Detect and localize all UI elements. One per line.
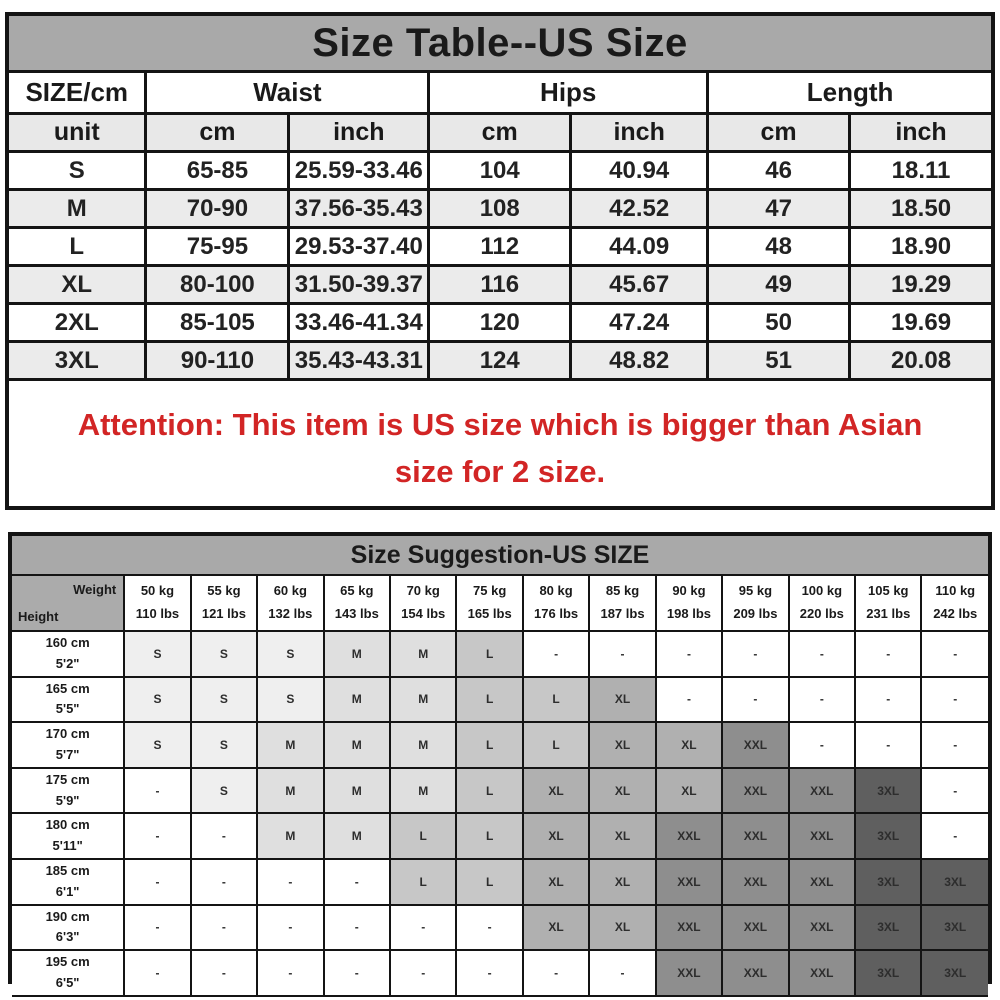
suggestion-size-cell: - bbox=[855, 722, 921, 768]
weight-column-header bbox=[523, 576, 589, 631]
weight-column-header bbox=[789, 576, 855, 631]
weight-column-header bbox=[191, 576, 257, 631]
size-table-group-header: Hips bbox=[429, 73, 708, 114]
size-table-cell: 51 bbox=[708, 342, 850, 380]
weight-column-header bbox=[456, 576, 522, 631]
size-table-unit-header: cm bbox=[429, 114, 571, 152]
suggestion-size-cell: - bbox=[324, 859, 390, 905]
height-row-header bbox=[12, 859, 124, 905]
suggestion-size-cell: - bbox=[191, 859, 257, 905]
weight-lbs-label: 220 lbs bbox=[799, 606, 844, 621]
height-row-header bbox=[12, 905, 124, 951]
suggestion-size-cell: - bbox=[789, 631, 855, 677]
size-table-cell: 70-90 bbox=[146, 190, 289, 228]
size-table-cell: 85-105 bbox=[146, 304, 289, 342]
suggestion-size-cell: S bbox=[257, 631, 323, 677]
size-table-cell: 47 bbox=[708, 190, 850, 228]
size-table-row bbox=[9, 190, 991, 228]
suggestion-row bbox=[12, 859, 988, 905]
size-table-cell: 75-95 bbox=[146, 228, 289, 266]
suggestion-size-cell: XXL bbox=[722, 768, 788, 814]
suggestion-size-cell: XL bbox=[523, 905, 589, 951]
suggestion-size-cell: XL bbox=[589, 905, 655, 951]
suggestion-size-cell: - bbox=[191, 905, 257, 951]
size-table-cell: 35.43-43.31 bbox=[289, 342, 429, 380]
suggestion-size-cell: - bbox=[722, 631, 788, 677]
suggestion-size-cell: - bbox=[191, 813, 257, 859]
suggestion-size-cell: 3XL bbox=[855, 950, 921, 996]
suggestion-size-cell: - bbox=[257, 905, 323, 951]
size-table-cell: 29.53-37.40 bbox=[289, 228, 429, 266]
suggestion-size-cell: XXL bbox=[656, 859, 722, 905]
suggestion-size-cell: S bbox=[191, 768, 257, 814]
suggestion-size-cell: 3XL bbox=[921, 950, 988, 996]
size-table-row bbox=[9, 304, 991, 342]
suggestion-row bbox=[12, 631, 988, 677]
suggestion-size-cell: M bbox=[324, 813, 390, 859]
size-table-unit-header: inch bbox=[289, 114, 429, 152]
suggestion-size-cell: XXL bbox=[789, 859, 855, 905]
size-table-unit-header: cm bbox=[708, 114, 850, 152]
suggestion-size-cell: XXL bbox=[722, 722, 788, 768]
suggestion-size-cell: S bbox=[191, 631, 257, 677]
size-table-cell: 19.29 bbox=[850, 266, 991, 304]
size-suggestion-section bbox=[8, 532, 992, 990]
suggestion-size-cell: XL bbox=[589, 768, 655, 814]
suggestion-size-cell: XL bbox=[523, 859, 589, 905]
suggestion-size-cell: XXL bbox=[789, 768, 855, 814]
suggestion-size-cell: L bbox=[456, 722, 522, 768]
suggestion-row bbox=[12, 905, 988, 951]
size-table-section bbox=[5, 12, 995, 510]
size-table-cell: XL bbox=[9, 266, 146, 304]
size-table-group-header: Length bbox=[708, 73, 991, 114]
size-table-cell: 20.08 bbox=[850, 342, 991, 380]
weight-height-corner-cell bbox=[12, 576, 124, 631]
suggestion-size-cell: - bbox=[855, 677, 921, 723]
suggestion-size-cell: L bbox=[523, 722, 589, 768]
weight-column-header bbox=[589, 576, 655, 631]
size-table-row bbox=[9, 228, 991, 266]
suggestion-size-cell: - bbox=[124, 950, 190, 996]
weight-column-header bbox=[390, 576, 456, 631]
height-cm-label: 165 cm bbox=[45, 680, 90, 696]
suggestion-size-cell: S bbox=[124, 631, 190, 677]
suggestion-size-cell: M bbox=[324, 677, 390, 723]
weight-lbs-label: 176 lbs bbox=[534, 606, 579, 621]
weight-lbs-label: 110 lbs bbox=[135, 606, 180, 621]
size-table-row bbox=[9, 342, 991, 380]
suggestion-size-cell: M bbox=[257, 813, 323, 859]
suggestion-size-cell: M bbox=[257, 722, 323, 768]
height-row-header bbox=[12, 768, 124, 814]
suggestion-size-cell: XL bbox=[656, 722, 722, 768]
suggestion-row bbox=[12, 950, 988, 996]
suggestion-size-cell: XXL bbox=[722, 813, 788, 859]
size-table-cell: 49 bbox=[708, 266, 850, 304]
suggestion-size-cell: XXL bbox=[789, 813, 855, 859]
weight-kg-label: 75 kg bbox=[473, 583, 507, 599]
suggestion-size-cell: XL bbox=[589, 677, 655, 723]
suggestion-size-cell: XL bbox=[523, 768, 589, 814]
suggestion-size-cell: XL bbox=[589, 813, 655, 859]
suggestion-size-cell: - bbox=[921, 677, 988, 723]
suggestion-size-cell: - bbox=[456, 905, 522, 951]
weight-column-header bbox=[124, 576, 190, 631]
size-table-cell: 37.56-35.43 bbox=[289, 190, 429, 228]
weight-column-header bbox=[324, 576, 390, 631]
weight-kg-label: 110 kg bbox=[935, 583, 976, 599]
size-table-cell: 80-100 bbox=[146, 266, 289, 304]
size-table-cell: 50 bbox=[708, 304, 850, 342]
weight-column-header bbox=[656, 576, 722, 631]
height-row-header bbox=[12, 722, 124, 768]
size-table-group-header: Waist bbox=[146, 73, 429, 114]
size-table-cell: 48 bbox=[708, 228, 850, 266]
weight-kg-label: 95 kg bbox=[738, 583, 773, 599]
suggestion-size-cell: - bbox=[921, 768, 988, 814]
size-suggestion-title: Size Suggestion-US SIZE bbox=[12, 536, 988, 576]
height-ft-label: 5'5" bbox=[55, 701, 80, 717]
suggestion-size-cell: - bbox=[257, 950, 323, 996]
suggestion-size-cell: - bbox=[324, 950, 390, 996]
weight-lbs-label: 121 lbs bbox=[201, 606, 246, 621]
size-table-cell: 48.82 bbox=[571, 342, 708, 380]
suggestion-size-cell: XXL bbox=[789, 905, 855, 951]
suggestion-size-cell: 3XL bbox=[855, 813, 921, 859]
suggestion-size-cell: - bbox=[855, 631, 921, 677]
suggestion-size-cell: XXL bbox=[656, 950, 722, 996]
size-table bbox=[9, 73, 991, 381]
suggestion-size-cell: - bbox=[921, 631, 988, 677]
size-table-cell: M bbox=[9, 190, 146, 228]
suggestion-size-cell: 3XL bbox=[921, 859, 988, 905]
suggestion-size-cell: L bbox=[456, 813, 522, 859]
size-table-cell: 65-85 bbox=[146, 152, 289, 190]
size-table-cell: 18.90 bbox=[850, 228, 991, 266]
size-suggestion-table bbox=[12, 576, 988, 997]
suggestion-row bbox=[12, 813, 988, 859]
suggestion-size-cell: - bbox=[257, 859, 323, 905]
suggestion-size-cell: - bbox=[124, 813, 190, 859]
suggestion-size-cell: - bbox=[124, 768, 190, 814]
height-cm-label: 195 cm bbox=[45, 954, 90, 970]
size-table-unit-header-row bbox=[9, 114, 991, 152]
size-table-group-header: SIZE/cm bbox=[9, 73, 146, 114]
suggestion-size-cell: S bbox=[124, 677, 190, 723]
height-cm-label: 175 cm bbox=[45, 771, 90, 787]
attention-line-2: size for 2 size. bbox=[394, 453, 606, 489]
weight-column-header bbox=[921, 576, 988, 631]
height-row-header bbox=[12, 813, 124, 859]
suggestion-size-cell: - bbox=[124, 905, 190, 951]
suggestion-size-cell: XXL bbox=[789, 950, 855, 996]
weight-column-header bbox=[257, 576, 323, 631]
attention-line-1: Attention: This item is US size which is bigger than Asian bbox=[77, 407, 923, 442]
suggestion-size-cell: - bbox=[656, 631, 722, 677]
suggestion-size-cell: - bbox=[390, 950, 456, 996]
height-ft-label: 6'3" bbox=[55, 929, 80, 945]
suggestion-size-cell: 3XL bbox=[855, 905, 921, 951]
weight-lbs-label: 165 lbs bbox=[467, 606, 512, 621]
suggestion-size-cell: XXL bbox=[656, 813, 722, 859]
height-cm-label: 170 cm bbox=[45, 726, 90, 742]
suggestion-size-cell: - bbox=[921, 722, 988, 768]
suggestion-size-cell: XXL bbox=[722, 859, 788, 905]
size-table-cell: 120 bbox=[429, 304, 571, 342]
weight-lbs-label: 132 lbs bbox=[268, 606, 313, 621]
size-table-cell: 46 bbox=[708, 152, 850, 190]
size-table-cell: 2XL bbox=[9, 304, 146, 342]
size-table-cell: 45.67 bbox=[571, 266, 708, 304]
suggestion-size-cell: S bbox=[191, 722, 257, 768]
size-table-cell: 19.69 bbox=[850, 304, 991, 342]
height-ft-label: 6'5" bbox=[55, 974, 80, 990]
size-table-cell: 90-110 bbox=[146, 342, 289, 380]
size-table-cell: L bbox=[9, 228, 146, 266]
size-table-unit-header: cm bbox=[146, 114, 289, 152]
suggestion-size-cell: XL bbox=[589, 722, 655, 768]
suggestion-row bbox=[12, 722, 988, 768]
height-ft-label: 5'9" bbox=[55, 792, 80, 808]
height-ft-label: 5'11" bbox=[52, 838, 83, 854]
size-table-cell: 31.50-39.37 bbox=[289, 266, 429, 304]
size-table-group-header-row bbox=[9, 73, 991, 114]
suggestion-size-cell: - bbox=[390, 905, 456, 951]
size-table-cell: 104 bbox=[429, 152, 571, 190]
suggestion-size-cell: - bbox=[589, 950, 655, 996]
suggestion-size-cell: L bbox=[456, 677, 522, 723]
suggestion-row bbox=[12, 677, 988, 723]
suggestion-size-cell: M bbox=[324, 631, 390, 677]
suggestion-size-cell: M bbox=[324, 722, 390, 768]
suggestion-size-cell: L bbox=[456, 859, 522, 905]
weight-kg-label: 85 kg bbox=[605, 583, 640, 599]
size-table-cell: 40.94 bbox=[571, 152, 708, 190]
suggestion-size-cell: - bbox=[589, 631, 655, 677]
size-table-cell: 124 bbox=[429, 342, 571, 380]
suggestion-size-cell: XL bbox=[656, 768, 722, 814]
suggestion-size-cell: - bbox=[456, 950, 522, 996]
suggestion-size-cell: M bbox=[257, 768, 323, 814]
suggestion-size-cell: 3XL bbox=[921, 905, 988, 951]
corner-weight-label: Weight bbox=[73, 582, 117, 597]
suggestion-size-cell: L bbox=[456, 631, 522, 677]
size-table-unit-header: inch bbox=[571, 114, 708, 152]
height-cm-label: 180 cm bbox=[45, 817, 90, 833]
size-table-cell: 3XL bbox=[9, 342, 146, 380]
size-table-cell: 42.52 bbox=[571, 190, 708, 228]
weight-kg-label: 65 kg bbox=[340, 583, 374, 599]
corner-height-label: Height bbox=[18, 609, 59, 624]
height-ft-label: 5'7" bbox=[55, 746, 80, 762]
size-table-cell: 25.59-33.46 bbox=[289, 152, 429, 190]
height-row-header bbox=[12, 631, 124, 677]
weight-kg-label: 80 kg bbox=[539, 583, 573, 599]
attention-note bbox=[9, 381, 991, 516]
suggestion-size-cell: - bbox=[191, 950, 257, 996]
suggestion-size-cell: - bbox=[324, 905, 390, 951]
height-ft-label: 6'1" bbox=[55, 883, 80, 899]
suggestion-row bbox=[12, 768, 988, 814]
weight-kg-label: 60 kg bbox=[273, 583, 307, 599]
suggestion-size-cell: M bbox=[390, 631, 456, 677]
suggestion-size-cell: XL bbox=[523, 813, 589, 859]
size-table-unit-header: unit bbox=[9, 114, 146, 152]
weight-column-header bbox=[722, 576, 788, 631]
height-cm-label: 185 cm bbox=[45, 862, 90, 878]
suggestion-size-cell: M bbox=[324, 768, 390, 814]
size-table-row bbox=[9, 152, 991, 190]
weight-lbs-label: 143 lbs bbox=[334, 606, 379, 621]
size-table-cell: 108 bbox=[429, 190, 571, 228]
height-row-header bbox=[12, 677, 124, 723]
weight-lbs-label: 231 lbs bbox=[866, 606, 911, 621]
height-ft-label: 5'2" bbox=[55, 655, 80, 671]
size-table-cell: S bbox=[9, 152, 146, 190]
suggestion-size-cell: M bbox=[390, 677, 456, 723]
height-row-header bbox=[12, 950, 124, 996]
suggestion-size-cell: - bbox=[921, 813, 988, 859]
suggestion-size-cell: L bbox=[390, 813, 456, 859]
size-table-cell: 18.50 bbox=[850, 190, 991, 228]
weight-kg-label: 105 kg bbox=[868, 583, 909, 599]
suggestion-size-cell: XL bbox=[589, 859, 655, 905]
weight-lbs-label: 242 lbs bbox=[933, 606, 978, 621]
suggestion-size-cell: - bbox=[789, 722, 855, 768]
suggestion-size-cell: XXL bbox=[722, 950, 788, 996]
weight-kg-label: 50 kg bbox=[140, 583, 175, 599]
suggestion-size-cell: M bbox=[390, 722, 456, 768]
suggestion-header-row bbox=[12, 576, 988, 631]
weight-lbs-label: 198 lbs bbox=[666, 606, 711, 621]
suggestion-size-cell: L bbox=[523, 677, 589, 723]
weight-lbs-label: 187 lbs bbox=[600, 606, 645, 621]
suggestion-size-cell: S bbox=[191, 677, 257, 723]
size-table-cell: 116 bbox=[429, 266, 571, 304]
suggestion-size-cell: S bbox=[124, 722, 190, 768]
suggestion-size-cell: - bbox=[124, 859, 190, 905]
weight-kg-label: 90 kg bbox=[672, 583, 706, 599]
size-table-cell: 44.09 bbox=[571, 228, 708, 266]
suggestion-size-cell: L bbox=[390, 859, 456, 905]
suggestion-size-cell: - bbox=[722, 677, 788, 723]
suggestion-size-cell: - bbox=[789, 677, 855, 723]
suggestion-size-cell: S bbox=[257, 677, 323, 723]
suggestion-size-cell: XXL bbox=[722, 905, 788, 951]
suggestion-size-cell: L bbox=[456, 768, 522, 814]
suggestion-size-cell: 3XL bbox=[855, 859, 921, 905]
suggestion-size-cell: 3XL bbox=[855, 768, 921, 814]
weight-lbs-label: 154 lbs bbox=[401, 606, 446, 621]
height-cm-label: 190 cm bbox=[45, 908, 90, 924]
size-table-title: Size Table--US Size bbox=[9, 16, 991, 73]
size-table-cell: 18.11 bbox=[850, 152, 991, 190]
suggestion-size-cell: - bbox=[523, 631, 589, 677]
size-table-cell: 112 bbox=[429, 228, 571, 266]
weight-kg-label: 70 kg bbox=[406, 583, 440, 599]
weight-column-header bbox=[855, 576, 921, 631]
suggestion-size-cell: - bbox=[656, 677, 722, 723]
suggestion-size-cell: XXL bbox=[656, 905, 722, 951]
size-table-unit-header: inch bbox=[850, 114, 991, 152]
size-table-cell: 33.46-41.34 bbox=[289, 304, 429, 342]
size-table-cell: 47.24 bbox=[571, 304, 708, 342]
weight-kg-label: 55 kg bbox=[207, 583, 241, 599]
suggestion-size-cell: - bbox=[523, 950, 589, 996]
weight-lbs-label: 209 lbs bbox=[733, 606, 778, 621]
height-cm-label: 160 cm bbox=[45, 635, 90, 650]
weight-kg-label: 100 kg bbox=[801, 583, 843, 599]
size-table-row bbox=[9, 266, 991, 304]
suggestion-size-cell: M bbox=[390, 768, 456, 814]
